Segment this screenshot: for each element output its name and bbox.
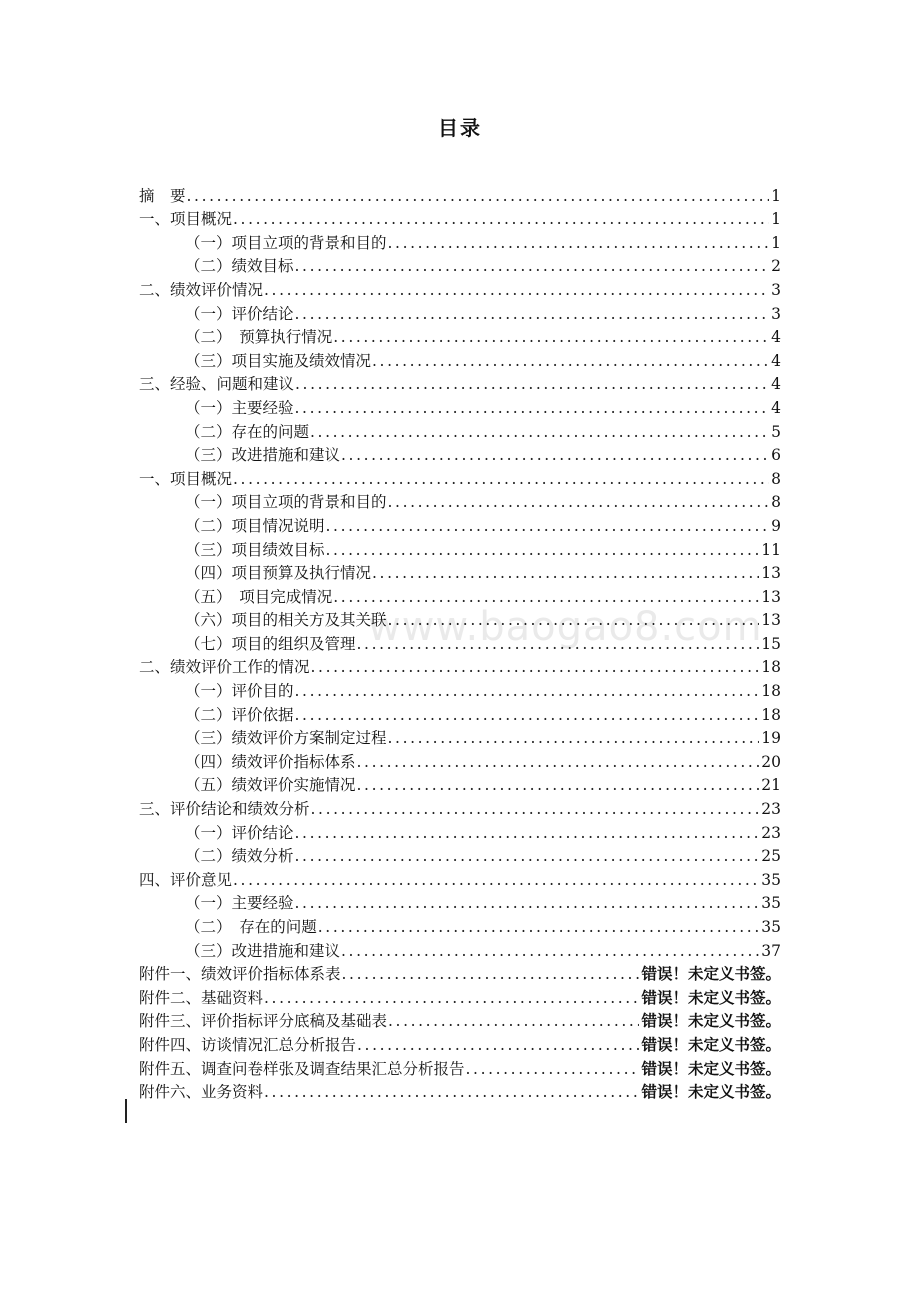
toc-entry-error: 错误！未定义书签。 [641,965,781,984]
toc-entry-page: 18 [761,705,781,724]
toc-entry[interactable] [139,464,781,488]
toc-entry[interactable] [139,488,781,512]
toc-leader-dots [387,234,770,252]
toc-entry[interactable] [139,818,781,842]
toc-entry-page: 35 [761,918,781,936]
toc-entry-page: 4 [771,351,781,370]
toc-entry-page: 25 [761,847,781,866]
toc-entry-title: （六）项目的相关方及其关联 [185,611,387,630]
toc-entry-page: 37 [761,941,781,960]
toc-leader-dots [294,375,769,393]
toc-entry-page: 8 [771,469,781,488]
toc-entry-page: 4 [771,328,781,347]
toc-entry[interactable] [139,629,781,653]
toc-entry-page: 8 [771,493,781,512]
toc-entry[interactable] [139,417,781,441]
toc-entry-title: （二）绩效目标 [185,257,294,276]
toc-entry-page: 35 [761,894,781,913]
toc-entry-title: （一）项目立项的背景和目的 [185,493,387,512]
toc-entry[interactable] [139,936,781,960]
toc-entry-title: （二） 预算执行情况 [185,328,333,347]
toc-entry[interactable] [139,747,781,771]
toc-leader-dots [263,989,639,1007]
toc-entry-title: 附件三、评价指标评分底稿及基础表 [139,1012,388,1031]
toc-entry[interactable] [139,724,781,748]
toc-entry-page: 21 [761,776,781,795]
toc-entry-page: 1 [771,233,781,252]
toc-entry-page: 11 [761,540,781,559]
toc-leader-dots [387,729,760,747]
toc-entry-title: （二）存在的问题 [185,422,310,441]
toc-leader-dots [310,658,760,676]
toc-entry-title: （三）项目实施及绩效情况 [185,351,372,370]
toc-leader-dots [340,942,759,960]
toc-leader-dots [387,611,760,629]
toc-entry-page: 23 [761,823,781,842]
toc-leader-dots [356,1036,639,1054]
toc-entry[interactable] [139,1030,781,1054]
toc-entry-title: （三）改进措施和建议 [185,446,341,465]
toc-entry[interactable] [139,535,781,559]
toc-entry-page: 13 [761,611,781,630]
toc-entry[interactable] [139,181,781,205]
toc-leader-dots [294,399,770,417]
toc-leader-dots [371,564,759,582]
toc-leader-dots [465,1060,640,1078]
toc-entry-title: 附件二、基础资料 [139,988,264,1007]
toc-leader-dots [325,517,770,535]
toc-entry-page: 18 [761,682,781,701]
toc-entry[interactable] [139,1007,781,1031]
toc-entry-error: 错误！未定义书签。 [641,1083,781,1102]
toc-entry-title: 一、项目概况 [139,469,233,488]
toc-leader-dots [232,871,759,889]
toc-entry-title: （五） 项目完成情况 [185,587,333,606]
toc-entry-page: 4 [771,398,781,417]
toc-entry[interactable] [139,1054,781,1078]
toc-entry[interactable] [139,983,781,1007]
toc-leader-dots [232,210,769,228]
toc-entry-title: 三、经验、问题和建议 [139,375,295,394]
revision-bar [125,1099,127,1123]
toc-entry-title: （一）评价目的 [185,682,294,701]
toc-entry[interactable] [139,1078,781,1102]
toc-entry[interactable] [139,559,781,583]
watermark: www.baogao8.com [368,604,763,650]
toc-leader-dots [294,305,770,323]
toc-entry-title: 一、项目概况 [139,210,233,229]
toc-entry[interactable] [139,441,781,465]
toc-entry-page: 1 [771,210,781,229]
toc-entry[interactable] [139,912,781,936]
toc-entry[interactable] [139,252,781,276]
toc-entry-page: 3 [771,280,781,299]
toc-entry-page: 5 [771,422,781,441]
toc-entry-page: 15 [761,634,781,653]
toc-entry-title: （二）项目情况说明 [185,516,325,535]
toc-entry[interactable] [139,842,781,866]
toc-entry[interactable] [139,771,781,795]
toc-entry[interactable] [139,275,781,299]
toc-leader-dots [387,493,770,511]
toc-entry-title: 附件四、访谈情况汇总分析报告 [139,1035,357,1054]
toc-entry[interactable] [139,299,781,323]
toc-entry-page: 1 [771,186,781,205]
toc-entry-title: 附件一、绩效评价指标体系表 [139,965,341,984]
toc-entry[interactable] [139,960,781,984]
toc-entry-title: 附件五、调查问卷样张及调查结果汇总分析报告 [139,1059,465,1078]
toc-leader-dots [341,965,640,983]
toc-leader-dots [294,706,760,724]
toc-entry-page: 23 [761,800,781,819]
toc-leader-dots [332,588,759,606]
table-of-contents [139,181,781,1101]
toc-entry[interactable] [139,865,781,889]
toc-leader-dots [294,257,770,275]
toc-entry[interactable] [139,228,781,252]
toc-entry-title: 二、绩效评价工作的情况 [139,658,310,677]
toc-leader-dots [332,328,769,346]
toc-leader-dots [340,446,769,464]
toc-leader-dots [387,1012,639,1030]
toc-leader-dots [325,541,760,559]
toc-entry-error: 错误！未定义书签。 [641,1012,781,1031]
toc-leader-dots [186,187,770,205]
toc-entry-error: 错误！未定义书签。 [641,1035,781,1054]
toc-entry-title: 二、绩效评价情况 [139,280,264,299]
toc-entry-title: （四）绩效评价指标体系 [185,752,356,771]
toc-entry-title: 摘 要 [139,186,186,205]
toc-entry[interactable] [139,889,781,913]
toc-entry-title: （三）绩效评价方案制定过程 [185,729,387,748]
toc-entry-title: 三、评价结论和绩效分析 [139,800,310,819]
toc-entry-title: （一）评价结论 [185,304,294,323]
toc-leader-dots [309,423,769,441]
toc-entry-title: （二）绩效分析 [185,847,294,866]
toc-entry-title: （四）项目预算及执行情况 [185,564,372,583]
page-title: 目录 [438,116,482,140]
toc-entry[interactable] [139,676,781,700]
toc-entry-page: 4 [771,375,781,394]
toc-entry[interactable] [139,582,781,606]
toc-entry[interactable] [139,653,781,677]
toc-leader-dots [294,894,760,912]
toc-leader-dots [263,1083,639,1101]
toc-entry-title: （二）评价依据 [185,705,294,724]
toc-entry[interactable] [139,393,781,417]
toc-leader-dots [232,470,769,488]
toc-entry-page: 18 [761,658,781,677]
toc-leader-dots [356,635,760,653]
toc-entry-title: （七）项目的组织及管理 [185,634,356,653]
toc-leader-dots [263,281,769,299]
toc-entry-title: （一）主要经验 [185,894,294,913]
toc-leader-dots [371,352,769,370]
toc-entry[interactable] [139,370,781,394]
toc-entry[interactable] [139,205,781,229]
toc-entry-page: 20 [761,752,781,771]
toc-entry-error: 错误！未定义书签。 [641,1059,781,1078]
toc-entry-page: 13 [761,564,781,583]
toc-leader-dots [317,918,760,936]
toc-entry-page: 19 [761,729,781,748]
toc-entry-title: （一）评价结论 [185,823,294,842]
toc-leader-dots [356,753,760,771]
toc-leader-dots [294,824,760,842]
toc-entry-title: 附件六、业务资料 [139,1083,264,1102]
toc-entry-title: （二） 存在的问题 [185,918,317,936]
toc-entry[interactable] [139,606,781,630]
toc-entry[interactable] [139,346,781,370]
toc-entry-error: 错误！未定义书签。 [641,988,781,1007]
toc-leader-dots [310,800,760,818]
toc-entry[interactable] [139,511,781,535]
toc-entry-page: 9 [771,516,781,535]
toc-entry-title: 四、评价意见 [139,870,233,889]
toc-entry-page: 35 [761,870,781,889]
toc-entry-title: （五）绩效评价实施情况 [185,776,356,795]
toc-entry-page: 6 [771,446,781,465]
toc-entry[interactable] [139,323,781,347]
toc-entry-title: （一）项目立项的背景和目的 [185,233,387,252]
toc-entry[interactable] [139,794,781,818]
toc-entry-page: 13 [761,587,781,606]
toc-entry-page: 3 [771,304,781,323]
toc-entry-title: （一）主要经验 [185,398,294,417]
toc-entry[interactable] [139,700,781,724]
toc-entry-title: （三）项目绩效目标 [185,540,325,559]
toc-leader-dots [294,847,760,865]
toc-leader-dots [294,682,760,700]
toc-entry-title: （三）改进措施和建议 [185,941,341,960]
toc-leader-dots [356,776,760,794]
toc-entry-page: 2 [771,257,781,276]
